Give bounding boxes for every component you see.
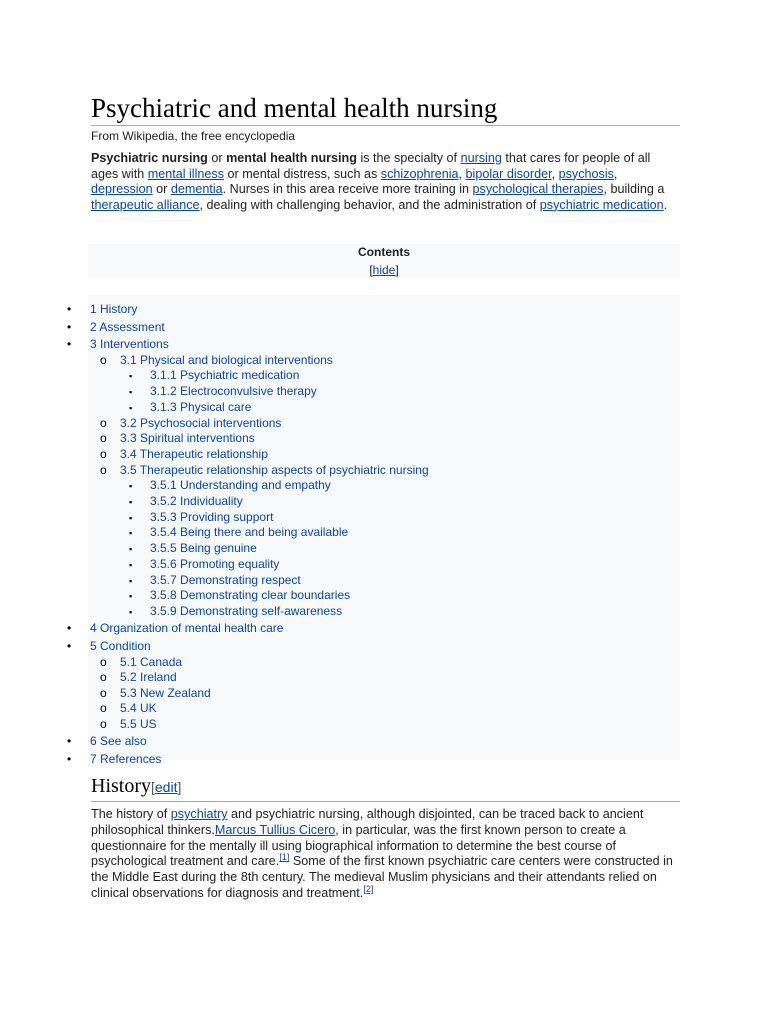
toc-bullet: • — [67, 639, 72, 653]
toc-bullet: ▪ — [129, 544, 133, 554]
lead-text: , building a — [603, 182, 665, 197]
lead-text: , — [458, 166, 466, 181]
edit-section — [151, 779, 181, 795]
toc-bullet: ▪ — [129, 576, 133, 586]
toc-item[interactable]: 6 See also — [90, 734, 147, 748]
toc-item[interactable]: 3.2 Psychosocial interventions — [120, 416, 282, 430]
toc-item[interactable]: 3.5 Therapeutic relationship aspects of psychiatric nursing — [120, 463, 429, 477]
lead-text: , — [613, 166, 618, 181]
lead-text: , — [551, 166, 559, 181]
toc-bullet: o — [100, 670, 107, 684]
toc-item[interactable]: 3.5.8 Demonstrating clear boundaries — [150, 588, 351, 602]
toc-bullet: ▪ — [129, 481, 133, 491]
toc-item[interactable]: 3.1 Physical and biological interventions — [120, 353, 333, 367]
toc-item[interactable]: 2 Assessment — [90, 320, 165, 334]
lead-text: , dealing with challenging behavior, and the administration of — [199, 197, 540, 212]
toc-bullet: o — [100, 655, 107, 669]
bold-term: mental health nursing — [226, 151, 357, 165]
toc-item[interactable]: 3.3 Spiritual interventions — [120, 431, 255, 445]
link-schizophrenia[interactable]: schizophrenia — [380, 166, 459, 181]
lead-text: . Nurses in this area receive more training in — [222, 182, 473, 197]
toc-item[interactable]: 3.5.1 Understanding and empathy — [150, 478, 331, 492]
lead-text: that cares for people of all ages with — [91, 151, 651, 181]
lead-text: or — [207, 151, 227, 165]
site-tagline: From Wikipedia, the free encyclopedia — [91, 129, 296, 143]
lead-text: or mental distress, such as — [224, 166, 381, 181]
toc-bullet: ▪ — [129, 528, 133, 538]
link-bipolar-disorder[interactable]: bipolar disorder — [465, 166, 552, 181]
body-text: and psychiatric nursing, although disjointed, can be traced back to ancient philosophical thinkers. — [91, 807, 644, 837]
toc-item[interactable]: 5.1 Canada — [120, 655, 183, 669]
toc-item[interactable]: 4 Organization of mental health care — [90, 621, 284, 635]
toc-item[interactable]: 3.5.5 Being genuine — [150, 541, 257, 555]
bold-term: Psychiatric nursing — [91, 151, 208, 165]
body-text: The history of — [91, 807, 171, 821]
citation-2[interactable]: [2] — [363, 883, 374, 894]
toc-header — [88, 244, 680, 278]
toc-item[interactable]: 3.5.7 Demonstrating respect — [150, 573, 301, 587]
bracket: ] — [395, 263, 399, 277]
lead-paragraph — [91, 151, 681, 213]
toc-bullet: ▪ — [129, 497, 133, 507]
link-psychosis[interactable]: psychosis — [558, 166, 614, 181]
body-text: , in particular, was the first known person to create a questionnaire for the mentally ill using biographical information to determine the best course of psychological treatment and care. — [91, 822, 626, 869]
link-mental-illness[interactable]: mental illness — [147, 166, 224, 181]
toc-item[interactable]: 3.1.3 Physical care — [150, 400, 252, 414]
toc-item[interactable]: 3.5.4 Being there and being available — [150, 525, 349, 539]
toc-bullet: • — [67, 621, 72, 635]
toc-title: Contents — [358, 245, 410, 259]
toc-item[interactable]: 5.3 New Zealand — [120, 686, 211, 700]
link-marcus-tullius-cicero[interactable]: Marcus Tullius Cicero — [214, 822, 336, 837]
citation-1[interactable]: [1] — [279, 852, 290, 863]
toc-item[interactable]: 5.5 US — [120, 717, 157, 731]
toc-item[interactable]: 3.1.2 Electroconvulsive therapy — [150, 384, 317, 398]
link-therapeutic-alliance[interactable]: therapeutic alliance — [91, 197, 200, 212]
link-psychiatric-medication[interactable]: psychiatric medication — [539, 197, 664, 212]
bracket: ] — [177, 779, 182, 795]
link-dementia[interactable]: dementia — [170, 182, 223, 197]
toc-bullet: ▪ — [129, 607, 133, 617]
link-nursing[interactable]: nursing — [460, 151, 502, 165]
toc-bullet: o — [100, 686, 107, 700]
toc-item[interactable]: 7 References — [90, 752, 162, 766]
link-psychological-therapies[interactable]: psychological therapies — [472, 182, 604, 197]
toc-bullet: o — [100, 463, 107, 477]
toc-bullet: o — [100, 447, 107, 461]
lead-text: is the specialty of — [356, 151, 461, 165]
toc-bullet: o — [100, 416, 107, 430]
toc-bullet: • — [67, 337, 72, 351]
toc-bullet: ▪ — [129, 591, 133, 601]
section-heading-history — [91, 773, 680, 802]
toc-hide-button[interactable]: hide — [372, 263, 396, 277]
toc-toggle — [88, 261, 680, 279]
toc-bullet: ▪ — [129, 513, 133, 523]
toc-item[interactable]: 3.4 Therapeutic relationship — [120, 447, 268, 461]
toc-item[interactable]: 5 Condition — [90, 639, 151, 653]
toc-bullet: • — [67, 752, 72, 766]
toc-item[interactable]: 3.5.6 Promoting equality — [150, 557, 280, 571]
toc-item[interactable]: 3.5.3 Providing support — [150, 510, 274, 524]
history-paragraph — [91, 807, 681, 902]
toc-bullet: o — [100, 717, 107, 731]
bracket: [ — [369, 263, 373, 277]
toc-bullet: • — [67, 734, 72, 748]
toc-bullet: • — [67, 320, 72, 334]
toc-item[interactable]: 5.4 UK — [120, 701, 157, 715]
toc-item[interactable]: 5.2 Ireland — [120, 670, 177, 684]
toc-item[interactable]: 3.5.2 Individuality — [150, 494, 243, 508]
toc-bullet: o — [100, 431, 107, 445]
page-title: Psychiatric and mental health nursing — [91, 92, 680, 126]
section-title: History — [91, 775, 151, 797]
lead-text: or — [152, 182, 171, 197]
toc-bullet: o — [100, 353, 107, 367]
toc-bullet: o — [100, 701, 107, 715]
toc-item[interactable]: 1 History — [90, 302, 138, 316]
toc-bullet: ▪ — [129, 403, 133, 413]
toc-item[interactable]: 3.5.9 Demonstrating self-awareness — [150, 604, 343, 618]
toc-bullet: ▪ — [129, 371, 133, 381]
toc-item[interactable]: 3.1.1 Psychiatric medication — [150, 368, 300, 382]
toc-bullet: ▪ — [129, 560, 133, 570]
toc-item[interactable]: 3 Interventions — [90, 337, 169, 351]
bracket: [ — [151, 779, 155, 795]
lead-text: . — [663, 197, 668, 212]
body-text: Some of the first known psychiatric care centers were constructed in the Middle East during the 8th century. The medieval Muslim physicians and their attendants relied on clinical observations for diagnosis and treatment. — [91, 854, 673, 900]
link-depression[interactable]: depression — [91, 182, 153, 197]
edit-link[interactable]: edit — [154, 779, 178, 795]
toc-bullet: ▪ — [129, 387, 133, 397]
link-psychiatry[interactable]: psychiatry — [170, 807, 228, 821]
toc-bullet: • — [67, 302, 72, 316]
